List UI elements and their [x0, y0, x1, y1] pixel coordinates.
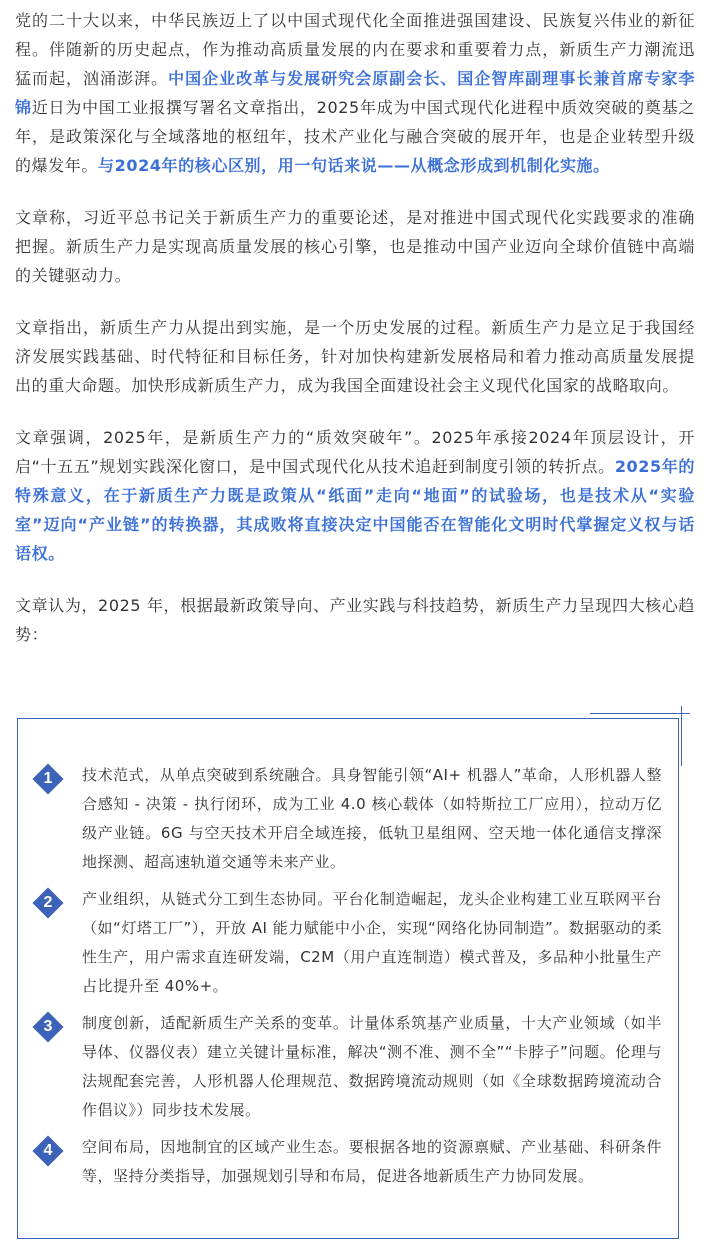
key-difference-highlight: 与2024年的核心区别，用一句话来说——从概念形成到机制化实施。 — [98, 156, 610, 175]
intro-text: 党的二十大以来，中华民族迈上了以中国式现代化全面推进强国建设、民族复兴伟业的新征程。伴随新的历史起点，作为推动高质量发展的内在要求和重要着力点，新质生产力潮流迅猛而起，汹涌澎湃。 — [15, 11, 695, 88]
paragraph-5: 文章认为，2025 年，根据最新政策导向、产业实践与科技趋势，新质生产力呈现四大核心趋势： — [15, 596, 695, 644]
trend-number: 1 — [43, 770, 53, 787]
trend-text: 空间布局，因地制宜的区域产业生态。要根据各地的资源禀赋、产业基础、科研条件等，坚持分类指导，加强规划引导和布局，促进各地新质生产力协同发展。 — [82, 1138, 662, 1185]
intro-text-cont: 近日为中国工业报撰写署名文章指出，2025年成为中国式现代化进程中质效突破的奠基之年，是政策深化与全域落地的枢纽年，技术产业化与融合突破的展开年，也是企业转型升级的爆发年。 — [15, 98, 695, 175]
paragraph-3: 文章指出，新质生产力从提出到实施，是一个历史发展的过程。新质生产力是立足于我国经济发展实践基础、时代特征和目标任务，针对加快构建新发展格局和着力推动高质量发展提出的重大命题。加快形成新质生产力，成为我国全面建设社会主义现代化国家的战略取向。 — [15, 318, 695, 395]
trend-number: 4 — [43, 1142, 53, 1159]
paragraph-2: 文章称，习近平总书记关于新质生产力的重要论述，是对推进中国式现代化实践要求的准确把握。新质生产力是实现高质量发展的核心引擎，也是推动中国产业迈向全球价值链中高端的关键驱动力。 — [15, 208, 695, 285]
p4-text: 文章强调，2025年，是新质生产力的“质效突破年”。2025年承接2024年顶层设计，开启“十五五”规划实践深化窗口，是中国式现代化从技术追赶到制度引领的转折点。 — [15, 428, 695, 476]
trend-number: 2 — [43, 894, 53, 911]
trend-number: 3 — [43, 1018, 53, 1035]
trend-text: 技术范式，从单点突破到系统融合。具身智能引领“AI+ 机器人”革命，人形机器人整合感知 - 决策 - 执行闭环，成为工业 4.0 核心载体（如特斯拉工厂应用），拉动万亿级产业链。6G 与空天技术开启全域连接，低轨卫星组网、空天地一体化通信支撑深地探测、超高速轨道交通等未来产业。 — [82, 766, 662, 871]
trend-text: 制度创新，适配新质生产关系的变革。计量体系筑基产业质量，十大产业领域（如半导体、仪器仪表）建立关键计量标准，解决“测不准、测不全”“卡脖子”问题。伦理与法规配套完善，人形机器人伦理规范、数据跨境流动规则（如《全球数据跨境流动合作倡议》）同步技术发展。 — [82, 1014, 662, 1119]
special-meaning-highlight: 2025年的特殊意义，在于新质生产力既是政策从“纸面”走向“地面”的试验场，也是技术从“实验室”迈向“产业链”的转换器，其成败将直接决定中国能否在智能化文明时代掌握定义权与话语权。 — [15, 457, 695, 563]
decor-line-right — [681, 706, 682, 766]
paragraph-intro — [15, 6, 695, 180]
article-body — [15, 6, 695, 649]
decor-line-top — [590, 713, 690, 714]
trend-text: 产业组织，从链式分工到生态协同。平台化制造崛起，龙头企业构建工业互联网平台（如“灯塔工厂”），开放 AI 能力赋能中小企，实现“网络化协同制造”。数据驱动的柔性生产，用户需求直连研发端，C2M（用户直连制造）模式普及，多品种小批量生产占比提升至 40%+。 — [82, 890, 662, 995]
author-highlight: 中国企业改革与发展研究会原副会长、国企智库副理事长兼首席专家李锦 — [15, 69, 695, 117]
paragraph-4 — [15, 423, 695, 568]
